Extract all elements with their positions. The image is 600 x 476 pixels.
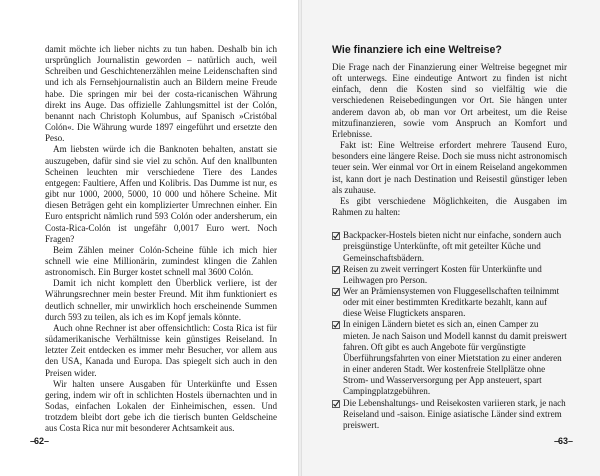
list-item: [332, 319, 567, 397]
page-number-left: – 62 –: [30, 436, 49, 446]
tip-text: Wer an Prämiensystemen von Fluggesellschaften teilnimmt oder mit einer bestimmten Kreditkarte bezahlt, kann auf diese Weise Flugtickets ansparen.: [343, 285, 560, 319]
tip-text: Reisen zu zweit verringert Kosten für Unterkünfte und Leihwagen pro Person.: [343, 263, 542, 285]
list-item: [332, 398, 567, 431]
paragraph: Am liebsten würde ich die Banknoten behalten, anstatt sie auszugeben, dafür sind sie viel zu schön. Auf den knallbunten Scheinen leuchten mir verschiedene Tiere des Landes entgegen: Faultiere, Affen und Kolibris. Das Dumme ist nur, es gibt nur 1000, 2000, 5000, 10 000 und höhere Scheine. Mit diesen Beträgen geht ein komplizierter Umrechnen einher. Ein Euro entspricht nämlich rund 593 Colón oder andersherum, ein Costa-Rica-Colón ist ungefähr 0,0017 Euro wert. Noch Fragen?: [45, 144, 277, 244]
checkmark-icon: [332, 400, 343, 408]
paragraph: Die Frage nach der Finanzierung einer Weltreise begegnet mir oft unterwegs. Eine eindeutige Antwort zu finden ist nicht einfach, denn die Kosten sind so vielfältig wie die verschiedenen Reisebedingungen vor Ort. Sie hängen unter anderem davon ab, ob man vor Ort arbeitest, um die Reise mitzufinanzieren, sowie vom Anspruch an Komfort und Erlebnisse.: [332, 62, 567, 139]
checkmark-icon: [332, 288, 343, 296]
checkmark-icon: [332, 232, 343, 240]
left-page: [0, 0, 298, 476]
paragraph: damit möchte ich lieber nichts zu tun haben. Deshalb bin ich ursprünglich Journalistin geworden – natürlich auch, weil Schreiben und Geschichtenerzählen meine Leidenschaften sind und ich als Fernsehjournalistin auch an Bildern meine Freude habe. Die springen mir bei der costa-ricanischen Währung direkt ins Auge. Das offizielle Zahlungsmittel ist der Colón, benannt nach Christoph Kolumbus, auf Spanisch »Cristóbal Colón«. Die Währung wurde 1897 eingeführt und ersetzte den Peso.: [45, 44, 277, 144]
paragraph: Damit ich nicht komplett den Überblick verliere, ist der Währungsrechner mein bester Freund. Mit ihm funktioniert es deutlich schneller, mir unwirklich hoch erscheinende Summen durch 593 zu teilen, als ich es im Kopf jemals könnte.: [45, 278, 277, 322]
paragraph: Beim Zählen meiner Colón-Scheine fühle ich mich hier schnell wie eine Millionärin, zumindest klingen die Zahlen astronomisch. Ein Burger kostet schnell mal 3600 Colón.: [45, 244, 277, 278]
checkmark-icon: [332, 321, 343, 329]
paragraph: Auch ohne Rechner ist aber offensichtlich: Costa Rica ist für südamerikanische Verhältnisse kein günstiges Reiseland. In letzter Zeit entdecken es immer mehr Besucher, vor allem aus den USA, Kanada und Europa. Das spiegelt sich auch in den Preisen wider.: [45, 322, 277, 378]
paragraph: Wir halten unsere Ausgaben für Unterkünfte und Essen gering, indem wir oft in schlichten Hostels übernachten und in Sodas, einfachen Lokalen der Einheimischen, essen. Und trotzdem bleibt dort gebe ich die tierisch bunten Geldscheine aus Costa Rica nur mit besonderer Achtsamkeit aus.: [45, 378, 277, 434]
checkmark-icon: [332, 266, 343, 274]
tip-text: Die Lebenshaltungs- und Reisekosten variieren stark, je nach Reiseland und -saison. Einige asiatische Länder sind extrem preiswert.: [343, 397, 566, 430]
paragraph: Fakt ist: Eine Weltreise erfordert mehrere Tausend Euro, besonders eine längere Reise. Doch sie muss nicht astronomisch teuer sein. Wer einmal vor Ort in einem Reiseland angekommen ist, kann dort je nach Destination und Reisestil günstiger leben als zuhause.: [332, 140, 567, 195]
list-item: [332, 230, 567, 263]
page-number-right: – 63 –: [553, 436, 572, 446]
paragraph: Es gibt verschiedene Möglichkeiten, die Ausgaben im Rahmen zu halten:: [332, 195, 567, 218]
list-item: [332, 264, 567, 286]
list-item: [332, 286, 567, 319]
right-page: [302, 0, 600, 476]
tips-list: [332, 230, 567, 431]
tip-text: In einigen Ländern bietet es sich an, einen Camper zu mieten. Je nach Saison und Modell kannst du damit preiswert fahren. Oft gibt es auch Angebote für vergünstigte Überführungsfahrten von einer Mietstation zu einer anderen in einer anderen Stadt. Wer kostenfreie Stellplätze ohne Strom- und Wasserversorgung per App ansteuert, spart Campingplatzgebühren.: [343, 319, 567, 397]
section-heading: Wie finanziere ich eine Weltreise?: [332, 44, 502, 56]
tip-text: Backpacker-Hostels bieten nicht nur einfache, sondern auch preisgünstige Unterkünfte, oft mit geteilter Küche und Gemeinschaftsbädern.: [343, 230, 562, 263]
